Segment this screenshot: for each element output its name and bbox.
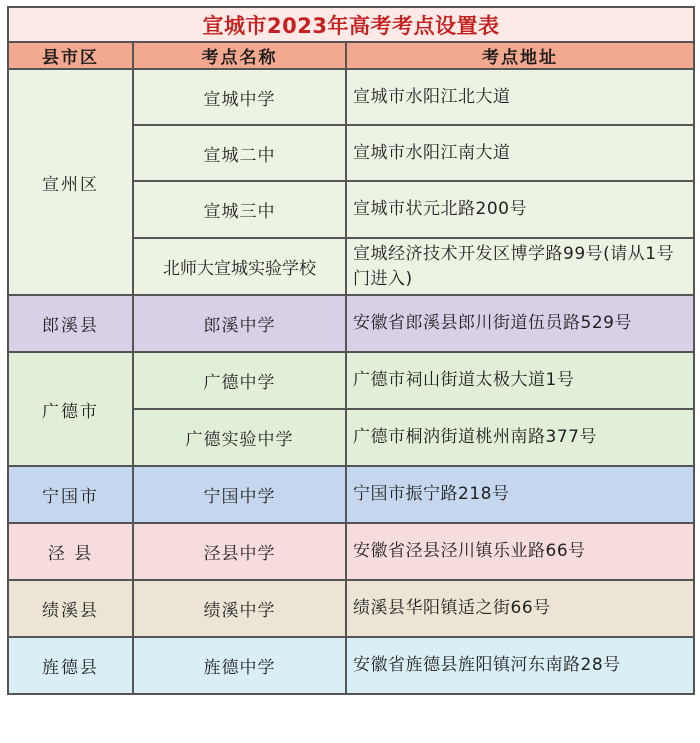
address-cell: 绩溪县华阳镇适之街66号 bbox=[346, 580, 694, 637]
school-cell: 旌德中学 bbox=[133, 637, 346, 694]
table-row bbox=[8, 295, 694, 352]
table-row bbox=[8, 352, 694, 409]
county-cell: 广德市 bbox=[8, 352, 133, 466]
address-cell: 宣城市水阳江北大道 bbox=[346, 69, 694, 125]
address-cell: 广德市桐汭街道桃州南路377号 bbox=[346, 409, 694, 466]
address-cell: 宣城市水阳江南大道 bbox=[346, 125, 694, 181]
address-cell: 安徽省郎溪县郎川街道伍员路529号 bbox=[346, 295, 694, 352]
address-cell: 广德市祠山街道太极大道1号 bbox=[346, 352, 694, 409]
address-cell: 宣城市状元北路200号 bbox=[346, 181, 694, 238]
header-address: 考点地址 bbox=[346, 42, 694, 69]
table-row bbox=[8, 523, 694, 580]
county-cell: 旌德县 bbox=[8, 637, 133, 694]
address-cell: 安徽省旌德县旌阳镇河东南路28号 bbox=[346, 637, 694, 694]
school-cell: 宣城二中 bbox=[133, 125, 346, 181]
address-cell: 安徽省泾县泾川镇乐业路66号 bbox=[346, 523, 694, 580]
exam-site-table bbox=[7, 6, 695, 695]
county-cell: 泾 县 bbox=[8, 523, 133, 580]
table-row bbox=[8, 580, 694, 637]
school-cell: 宣城三中 bbox=[133, 181, 346, 238]
county-cell: 绩溪县 bbox=[8, 580, 133, 637]
county-cell: 宁国市 bbox=[8, 466, 133, 523]
school-cell: 泾县中学 bbox=[133, 523, 346, 580]
table-row bbox=[8, 637, 694, 694]
header-row bbox=[8, 42, 694, 69]
school-cell: 广德实验中学 bbox=[133, 409, 346, 466]
county-cell: 宣州区 bbox=[8, 69, 133, 295]
table-title: 宣城市2023年高考考点设置表 bbox=[8, 7, 694, 42]
table-row bbox=[8, 69, 694, 125]
school-cell: 郎溪中学 bbox=[133, 295, 346, 352]
school-cell: 北师大宣城实验学校 bbox=[133, 238, 346, 295]
school-cell: 广德中学 bbox=[133, 352, 346, 409]
address-cell: 宣城经济技术开发区博学路99号(请从1号门进入) bbox=[346, 238, 694, 295]
header-county: 县市区 bbox=[8, 42, 133, 69]
school-cell: 宣城中学 bbox=[133, 69, 346, 125]
school-cell: 绩溪中学 bbox=[133, 580, 346, 637]
school-cell: 宁国中学 bbox=[133, 466, 346, 523]
county-cell: 郎溪县 bbox=[8, 295, 133, 352]
header-school: 考点名称 bbox=[133, 42, 346, 69]
address-cell: 宁国市振宁路218号 bbox=[346, 466, 694, 523]
table-row bbox=[8, 466, 694, 523]
